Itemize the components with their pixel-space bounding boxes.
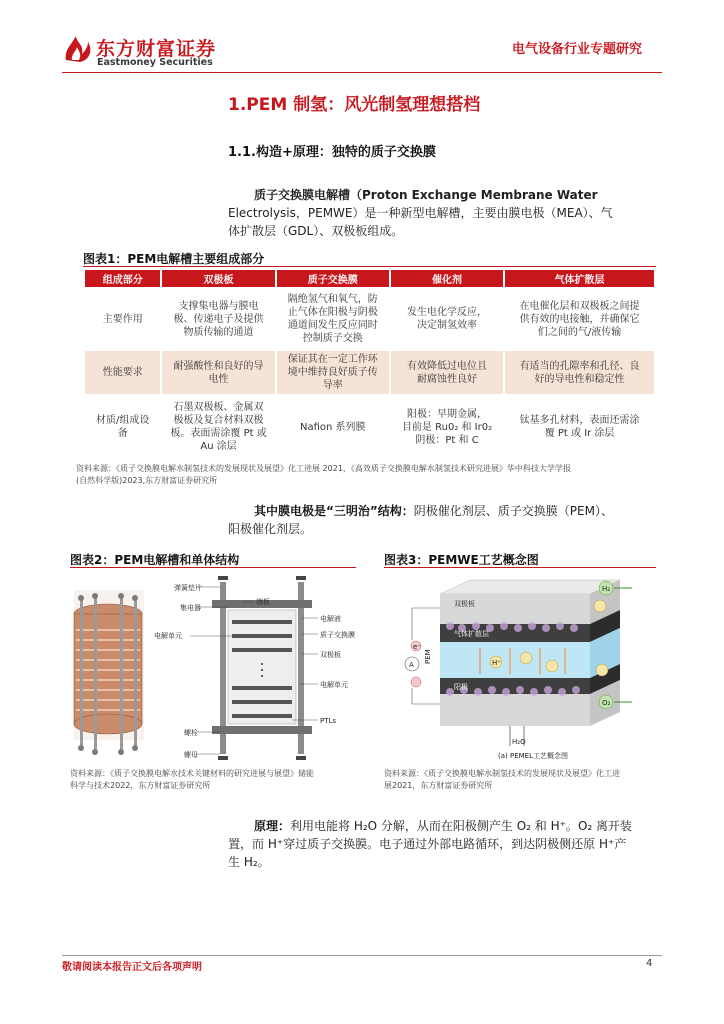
cell-line: 隔绝氢气和氧气，防	[287, 294, 378, 305]
logo-chinese-text: 东方财富证券	[96, 38, 217, 60]
label-electrolyte: 电解液	[320, 615, 341, 623]
subsection-heading: 1.1.构造+原理：独特的质子交换膜	[228, 145, 436, 160]
table-cell	[162, 396, 274, 458]
cell-line: Au 涂层	[200, 441, 237, 452]
source-line: (自然科学版)2023,东方财富证券研究所	[76, 476, 218, 485]
table-header-cell: 质子交换膜	[277, 270, 389, 287]
cell-line: 境中维持良好质子传	[287, 367, 378, 378]
cell-line: 支撑集电器与膜电	[178, 300, 259, 312]
table1-source	[76, 463, 666, 487]
principle-paragraph	[228, 817, 668, 871]
cell-line: 极板及复合材料双极	[173, 415, 264, 426]
table-header-cell: 双极板	[162, 270, 274, 287]
table1-title: 图表1：PEM电解槽主要组成部分	[83, 252, 265, 266]
source-line: 资料来源：《质子交换膜电解水制氢技术的发展现状及展望》化工进展 2021，《高效质子交换膜电解水制氢技术研究进展》华中科技大学学报	[76, 464, 571, 473]
intro-line-3: 体扩散层（GDL）、双极板组成。	[228, 224, 404, 238]
principle-line-2: 置，而 H⁺穿过质子交换膜。电子通过外部电路循环，到达阴极侧还原 H⁺产	[228, 837, 627, 851]
cell-line: 导率	[322, 380, 343, 391]
fig2-title: 图表2：PEM电解槽和单体结构	[70, 553, 240, 567]
intro-line-1: 质子交换膜电解槽（Proton Exchange Membrane Water	[254, 188, 598, 202]
cell-line: 阴极：Pt 和 C	[415, 434, 479, 446]
cell-line: 石墨双极板、金属双	[173, 402, 264, 413]
label-bipolar-plate: 双极板	[320, 651, 341, 659]
table-row	[85, 351, 654, 394]
intro-line-2: Electrolysis，PEMWE）是一种新型电解槽，主要由膜电极（MEA）、气	[228, 206, 613, 220]
row-label: 性能要求	[85, 351, 160, 394]
fig2-title-rule	[70, 567, 356, 568]
table-cell	[391, 396, 503, 458]
cell-line: 备	[117, 428, 128, 439]
disclaimer-notice: 敬请阅读本报告正文后各项声明	[62, 962, 202, 973]
cell-line: 保证其在一定工作环	[287, 354, 378, 365]
pemwe-process-figure	[400, 574, 640, 762]
table-cell	[162, 351, 274, 394]
mea-bold-lead: 其中膜电极是“三明治”结构：	[254, 504, 414, 518]
logo-english-text: Eastmoney Securities	[97, 57, 213, 68]
table-cell	[162, 289, 274, 349]
cell-line: Nafion 系列膜	[300, 421, 366, 433]
cell-line: 材质/组成设	[96, 415, 150, 426]
fig3-title: 图表3：PEMWE工艺概念图	[384, 553, 539, 567]
source-line: 科学与技术2022，东方财富证券研究所	[70, 781, 211, 790]
label-electrolysis-unit-right: 电解单元	[320, 681, 348, 689]
label-oxygen: O₂	[602, 699, 611, 707]
table-cell	[505, 396, 654, 458]
cell-line: 通道间发生反应同时	[287, 320, 378, 331]
fig3-title-rule	[384, 567, 656, 568]
cell-line: 止气体在阳极与阴极	[287, 307, 378, 318]
mea-line-1-rest: 阴极催化剂层、质子交换膜（PEM）、	[413, 504, 613, 518]
label-ptls: PTLs	[320, 717, 337, 725]
cell-line: 有适当的孔隙率和孔径、良	[519, 360, 640, 372]
row-label: 主要作用	[102, 313, 143, 325]
cell-line: 在电催化层和双极板之间提	[519, 300, 640, 312]
table-header-cell: 催化剂	[391, 270, 503, 287]
table-cell	[505, 351, 654, 394]
fig3-source	[384, 768, 664, 792]
table1-title-rule	[83, 266, 656, 267]
page-number: 4	[646, 958, 653, 969]
label-anode: 阳极	[454, 683, 468, 691]
cell-line: 板。表面需涂覆 Pt 或	[170, 428, 267, 439]
cell-line: 极、传递电子及提供	[173, 313, 264, 325]
label-hydrogen: H₂	[602, 585, 611, 593]
label-pem: PEM	[424, 649, 432, 664]
components-table	[83, 268, 656, 460]
label-current-collector: 集电器	[180, 604, 201, 612]
table-cell	[391, 289, 503, 349]
source-line: 资料来源：《质子交换膜电解水制氢技术的发展现状及展望》化工进	[384, 769, 620, 778]
table-header-cell: 气体扩散层	[505, 270, 654, 287]
cell-line: 控制质子交换	[302, 333, 363, 344]
cell-line: 耐腐蚀性良好	[417, 373, 478, 385]
cell-line: 耐强酸性和良好的导	[173, 360, 264, 372]
cell-line: 电性	[208, 373, 229, 385]
section-heading: 1.PEM 制氢：风光制氢理想搭档	[228, 95, 481, 115]
table-cell	[277, 289, 389, 349]
label-ammeter: A	[409, 661, 414, 669]
label-electrolysis-unit: 电解单元	[154, 632, 182, 640]
principle-line-1-rest: 利用电能将 H₂O 分解，从而在阳极侧产生 O₂ 和 H⁺。O₂ 离开装	[290, 819, 633, 833]
cell-line: 有效降低过电位且	[407, 360, 488, 372]
principle-line-3: 生 H₂。	[228, 855, 270, 869]
cell-line: 物质传输的通道	[183, 326, 254, 338]
mea-line-2: 阳极催化剂层。	[228, 522, 313, 536]
label-electron: e⁻	[413, 643, 422, 651]
mea-paragraph	[228, 502, 668, 538]
label-bolt: 螺栓	[184, 729, 198, 737]
process-block	[405, 580, 632, 746]
cell-line: 发生电化学反应，	[407, 307, 488, 318]
table-cell	[391, 351, 503, 394]
table-header-row	[85, 270, 654, 287]
label-water: H₂O	[512, 738, 526, 746]
cell-line: 决定制氢效率	[417, 320, 478, 331]
intro-paragraph	[228, 186, 668, 240]
table-cell	[277, 351, 389, 394]
cell-line: 好的导电性和稳定性	[534, 373, 625, 385]
label-nut: 螺母	[184, 751, 198, 759]
cell-line: 们之间的气/液传输	[537, 326, 622, 338]
cell-line: 覆 Pt 或 Ir 涂层	[544, 428, 615, 439]
footer-divider	[62, 955, 662, 956]
table-header-cell: 组成部分	[85, 270, 160, 287]
flame-logo-icon	[62, 30, 96, 64]
fig2-source	[70, 768, 360, 792]
stack-photo	[74, 590, 144, 755]
label-end-plate: 端板	[256, 598, 270, 606]
mea-line-1	[228, 502, 668, 520]
label-membrane: 质子交换膜	[320, 631, 355, 639]
source-line: 展2021，东方财富证券研究所	[384, 781, 493, 790]
principle-line-1	[228, 817, 668, 835]
label-proton: H⁺	[492, 659, 501, 667]
table-row	[85, 289, 654, 349]
cell-line: 阳极：早期金属，	[407, 408, 488, 420]
cell-line: 钛基多孔材料，表面还需涂	[519, 415, 640, 426]
cell-line: 供有效的电接触，并确保它	[519, 313, 640, 325]
source-line: 资料来源：《质子交换膜电解水技术关键材料的研究进展与展望》储能	[70, 769, 314, 778]
label-spring-washer: 弹簧垫片	[174, 584, 202, 592]
header-divider	[62, 72, 662, 73]
fig3-caption: (a) PEMEL工艺概念图	[498, 752, 568, 760]
report-type: 电气设备行业专题研究	[511, 42, 642, 57]
table-row	[85, 396, 654, 458]
label-gdl: 气体扩散层	[454, 630, 489, 638]
stack-schematic	[190, 576, 318, 760]
label-bipolar-plate: 双极板	[454, 600, 475, 608]
table-cell	[277, 396, 389, 458]
principle-bold-lead: 原理：	[254, 819, 291, 833]
row-label	[85, 396, 160, 458]
cell-line: 目前是 Ru0₂ 和 Ir0₂	[401, 421, 493, 433]
pem-stack-figure	[70, 574, 356, 762]
table-cell	[505, 289, 654, 349]
